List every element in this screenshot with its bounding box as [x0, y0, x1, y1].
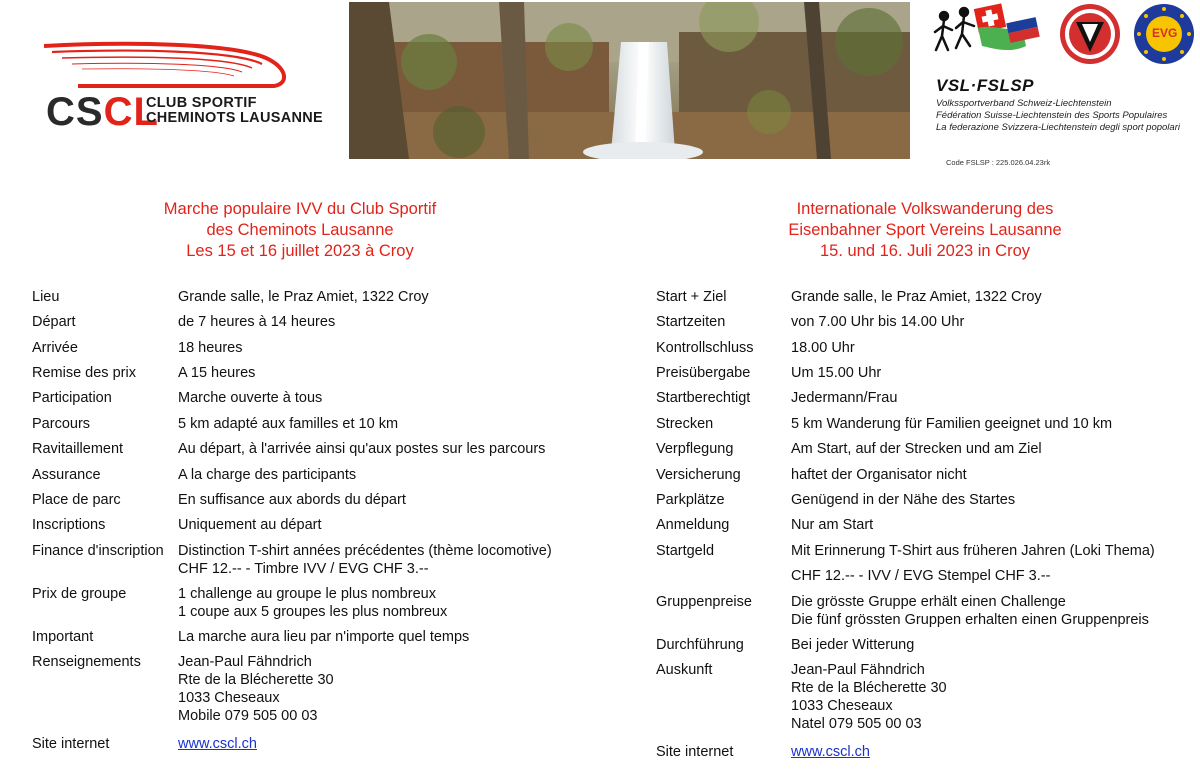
right-row-value — [791, 593, 1149, 629]
left-row-value-line: Distinction T-shirt années précédentes (thème locomotive) — [178, 543, 552, 559]
left-row-value — [178, 516, 322, 534]
left-row-value-line: Uniquement au départ — [178, 517, 322, 533]
right-title-line3: 15. und 16. Juli 2023 in Croy — [819, 242, 1031, 260]
right-row-value — [791, 313, 964, 331]
left-row-value — [178, 628, 469, 646]
left-row-value-line: La marche aura lieu par n'importe quel temps — [178, 629, 470, 645]
right-row-value — [791, 440, 1042, 458]
vsl-sub-line1: Volkssportverband Schweiz-Liechtenstein — [936, 98, 1112, 109]
right-row-label: Startberechtigt — [656, 390, 751, 406]
left-title-line2: des Cheminots Lausanne — [206, 221, 394, 239]
right-row-value-line: Die grösste Gruppe erhält einen Challenge — [791, 594, 1066, 610]
cscl-name-line1: CLUB SPORTIF — [146, 95, 257, 111]
left-row-label: Site internet — [32, 736, 110, 752]
left-row-value-line: A la charge des participants — [178, 467, 357, 483]
left-row-value-line: 1 challenge au groupe le plus nombreux — [178, 586, 436, 602]
right-row-label: Preisübergabe — [656, 365, 751, 381]
cscl-logo — [38, 38, 328, 138]
right-row-label: Durchführung — [656, 637, 744, 653]
left-row-value-line: Jean-Paul Fähndrich — [178, 654, 312, 670]
left-row-value — [178, 313, 335, 331]
left-row-value-line: Marche ouverte à tous — [178, 390, 323, 406]
right-row-value — [791, 542, 1155, 560]
left-row-value-line: 18 heures — [178, 340, 243, 356]
vsl-fslsp-logo — [930, 2, 1198, 177]
right-row-value-line: Natel 079 505 00 03 — [791, 716, 922, 732]
left-row-value — [178, 491, 406, 509]
right-row-label: Startzeiten — [656, 314, 726, 330]
left-row-value — [178, 364, 255, 382]
evg-badge-label: EVG — [1152, 26, 1178, 40]
left-row-value-line: Grande salle, le Praz Amiet, 1322 Croy — [178, 289, 429, 305]
right-row-value-line: Rte de la Blécherette 30 — [791, 680, 947, 696]
right-row-label: Auskunft — [656, 662, 713, 678]
right-row-value-line: von 7.00 Uhr bis 14.00 Uhr — [791, 314, 965, 330]
left-row-label: Inscriptions — [32, 517, 106, 533]
right-row-label: Gruppenpreise — [656, 594, 752, 610]
vsl-subtitle — [936, 98, 1180, 134]
left-row-value-line: 1033 Cheseaux — [178, 690, 280, 706]
left-row-value — [178, 288, 429, 306]
right-row-value-line: Am Start, auf der Strecken und am Ziel — [791, 441, 1042, 457]
left-row-value-line: 1 coupe aux 5 groupes les plus nombreux — [178, 604, 448, 620]
left-row-value — [178, 389, 322, 407]
vsl-sub-line2: Fédération Suisse-Liechtenstein des Sports Populaires — [936, 110, 1168, 121]
vsl-title: VSL·FSLSP — [936, 76, 1035, 95]
cscl-abbreviation — [46, 90, 159, 135]
left-row-label: Ravitaillement — [32, 441, 124, 457]
left-info-table — [32, 288, 622, 768]
left-row-value — [178, 466, 356, 484]
right-row-value — [791, 567, 1050, 585]
cscl-abbr-cs: CS — [46, 90, 104, 134]
right-row-label: Parkplätze — [656, 492, 725, 508]
right-row-value — [791, 415, 1112, 433]
right-title-line2: Eisenbahner Sport Vereins Lausanne — [788, 221, 1062, 239]
right-row-value — [791, 288, 1042, 306]
vsl-sub-line3: La federazione Svizzera-Liechtenstein degli sport popolari — [936, 122, 1180, 133]
right-row-label: Kontrollschluss — [656, 340, 754, 356]
right-row-value — [791, 466, 967, 484]
right-row-value — [791, 636, 914, 654]
left-row-label: Important — [32, 629, 94, 645]
right-row-value — [791, 339, 855, 357]
right-row-value — [791, 389, 897, 407]
left-row-value-line: En suffisance aux abords du départ — [178, 492, 406, 508]
right-row-label: Anmeldung — [656, 517, 730, 533]
left-row-value-line: Mobile 079 505 00 03 — [178, 708, 318, 724]
left-row-value-line: Au départ, à l'arrivée ainsi qu'aux postes sur les parcours — [178, 441, 546, 457]
left-row-label: Place de parc — [32, 492, 121, 508]
left-title-line1: Marche populaire IVV du Club Sportif — [163, 200, 437, 218]
right-row-value — [791, 491, 1015, 509]
left-row-label: Finance d'inscription — [32, 543, 164, 559]
right-row-label: Strecken — [656, 416, 714, 432]
left-title — [100, 199, 500, 262]
website-link[interactable]: www.cscl.ch — [178, 736, 257, 752]
left-row-value — [178, 735, 257, 753]
right-row-label: Site internet — [656, 744, 734, 760]
left-row-label: Lieu — [32, 289, 60, 305]
right-row-value — [791, 364, 881, 382]
right-row-label: Verpflegung — [656, 441, 734, 457]
left-row-value — [178, 440, 545, 458]
right-row-label: Versicherung — [656, 467, 741, 483]
right-row-value-line: Mit Erinnerung T-Shirt aus früheren Jahren (Loki Thema) — [791, 543, 1155, 559]
right-row-value-line: 5 km Wanderung für Familien geeignet und 10 km — [791, 416, 1113, 432]
left-title-line3: Les 15 et 16 juillet 2023 à Croy — [186, 242, 414, 260]
right-row-label: Startgeld — [656, 543, 715, 559]
right-row-value-line: Um 15.00 Uhr — [791, 365, 882, 381]
left-row-value-line: CHF 12.-- - Timbre IVV / EVG CHF 3.-- — [178, 561, 429, 577]
left-row-value — [178, 585, 447, 621]
left-row-value-line: Rte de la Blécherette 30 — [178, 672, 334, 688]
left-row-label: Départ — [32, 314, 76, 330]
right-row-value-line: 1033 Cheseaux — [791, 698, 893, 714]
right-row-value-line: Bei jeder Witterung — [791, 637, 915, 653]
right-row-value-line: CHF 12.-- - IVV / EVG Stempel CHF 3.-- — [791, 568, 1051, 584]
right-row-value-line: Jedermann/Frau — [791, 390, 898, 406]
right-row-value-line: Die fünf grössten Gruppen erhalten einen Gruppenpreis — [791, 612, 1149, 628]
left-row-label: Participation — [32, 390, 112, 406]
left-row-label: Arrivée — [32, 340, 78, 356]
left-row-value-line: 5 km adapté aux familles et 10 km — [178, 416, 399, 432]
left-row-value — [178, 415, 398, 433]
left-row-label: Renseignements — [32, 654, 141, 670]
right-info-table — [656, 288, 1196, 778]
left-row-label: Prix de groupe — [32, 586, 127, 602]
cscl-name-line2: CHEMINOTS LAUSANNE — [146, 110, 323, 126]
website-link[interactable]: www.cscl.ch — [791, 744, 870, 760]
left-row-label: Parcours — [32, 416, 91, 432]
cscl-name — [146, 96, 323, 126]
left-row-value-line: A 15 heures — [178, 365, 256, 381]
right-row-value-line: Grande salle, le Praz Amiet, 1322 Croy — [791, 289, 1042, 305]
right-row-label: Start + Ziel — [656, 289, 727, 305]
right-row-value — [791, 661, 947, 733]
right-row-value-line: Genügend in der Nähe des Startes — [791, 492, 1016, 508]
right-row-value-line: haftet der Organisator nicht — [791, 467, 967, 483]
right-row-value-line: Jean-Paul Fähndrich — [791, 662, 925, 678]
cscl-abbr-cl: CL — [103, 90, 159, 134]
left-row-label: Assurance — [32, 467, 101, 483]
right-row-value-line: Nur am Start — [791, 517, 874, 533]
right-row-value — [791, 743, 870, 761]
left-row-value — [178, 653, 334, 725]
right-title-line1: Internationale Volkswanderung des — [796, 200, 1054, 218]
right-title — [725, 199, 1125, 262]
right-row-value — [791, 516, 873, 534]
right-row-value-line: 18.00 Uhr — [791, 340, 855, 356]
waterfall-photo — [349, 2, 910, 159]
left-row-label: Remise des prix — [32, 365, 136, 381]
left-row-value-line: de 7 heures à 14 heures — [178, 314, 336, 330]
left-row-value — [178, 339, 243, 357]
fslsp-code: Code FSLSP : 225.026.04.23rk — [946, 158, 1051, 167]
left-row-value — [178, 542, 552, 578]
